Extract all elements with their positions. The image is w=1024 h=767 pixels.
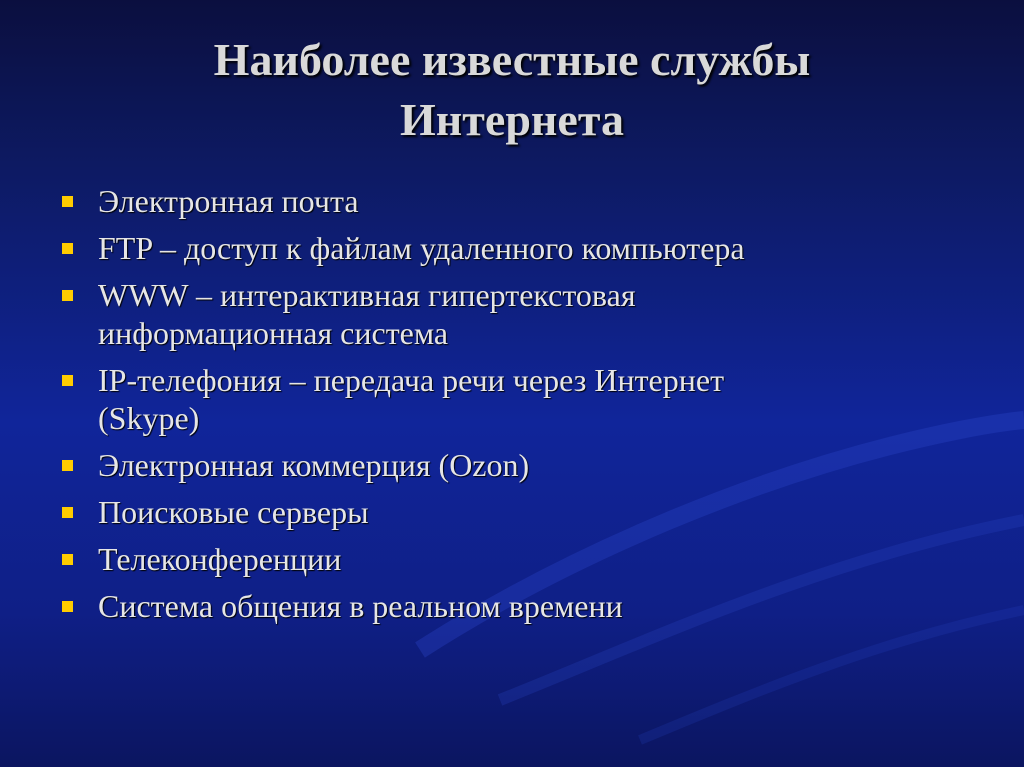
bullet-text: Система общения в реальном времени	[98, 588, 623, 624]
slide-title-line: Интернета	[400, 94, 624, 145]
bullet-item	[60, 493, 980, 531]
square-bullet-icon	[62, 554, 73, 565]
bullet-item	[60, 229, 980, 267]
bullet-text: WWW – интерактивная гипертекстовая	[98, 277, 636, 313]
bullet-text: FTP – доступ к файлам удаленного компьютера	[98, 230, 745, 266]
bullet-item	[60, 446, 980, 484]
square-bullet-icon	[62, 243, 73, 254]
bullet-text: IP-телефония – передача речи через Интернет	[98, 362, 725, 398]
square-bullet-icon	[62, 196, 73, 207]
square-bullet-icon	[62, 460, 73, 471]
bullet-text: Электронная коммерция (Ozon)	[98, 447, 530, 483]
bullet-item	[60, 587, 980, 625]
bullet-list	[60, 182, 980, 634]
bullet-item	[60, 540, 980, 578]
bullet-text: информационная система	[98, 315, 449, 351]
bullet-item	[60, 361, 980, 437]
bullet-text: Электронная почта	[98, 183, 359, 219]
bullet-item	[60, 276, 980, 352]
slide-title	[0, 30, 1024, 150]
bullet-item	[60, 182, 980, 220]
slide-title-line: Наиболее известные службы	[213, 34, 811, 85]
bullet-text: Поисковые серверы	[98, 494, 369, 530]
square-bullet-icon	[62, 507, 73, 518]
square-bullet-icon	[62, 375, 73, 386]
bullet-text: (Skype)	[98, 400, 200, 436]
square-bullet-icon	[62, 290, 73, 301]
bullet-text: Телеконференции	[98, 541, 342, 577]
square-bullet-icon	[62, 601, 73, 612]
